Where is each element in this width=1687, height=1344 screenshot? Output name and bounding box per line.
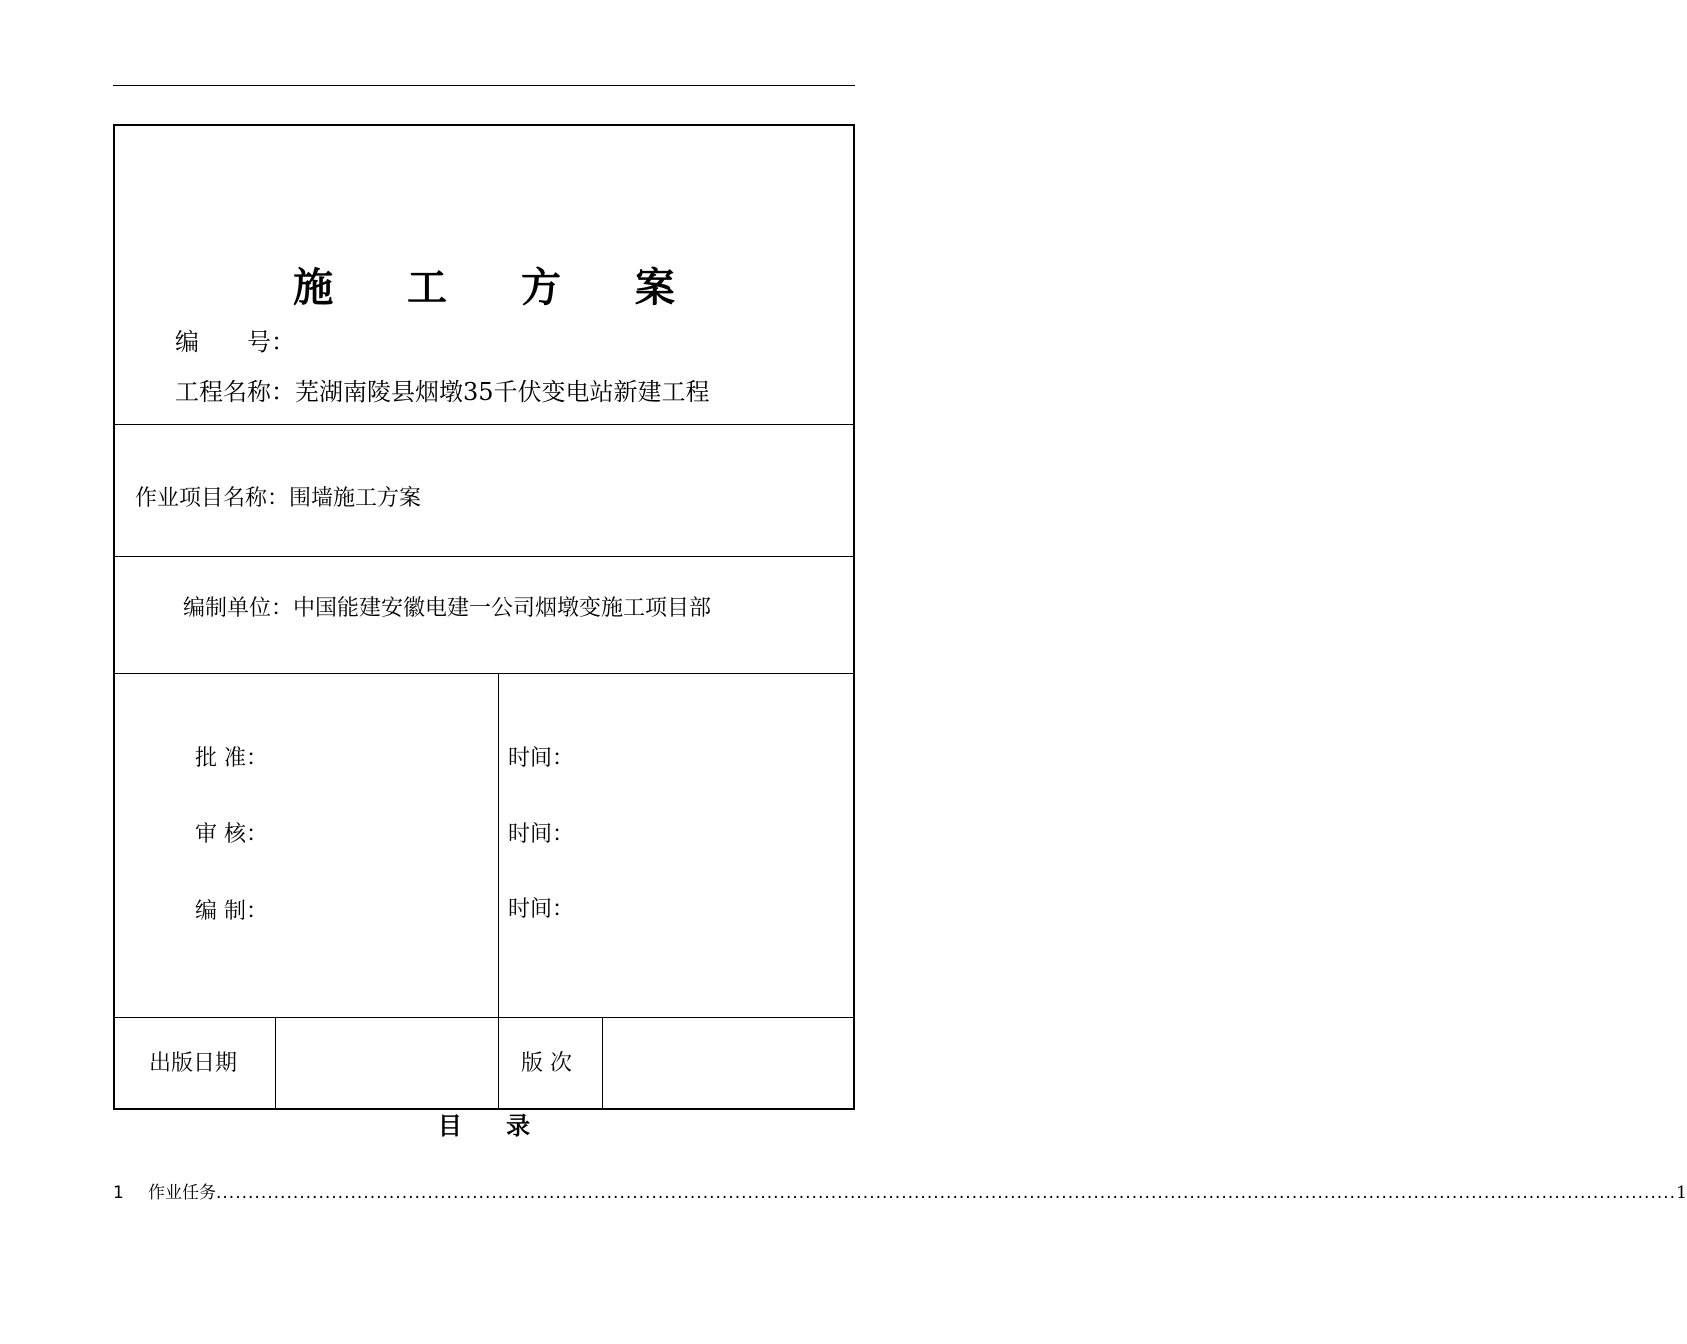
review-label: 审 核： (195, 822, 268, 847)
work-item-label: 作业项目名称：围墙施工方案 (135, 486, 422, 511)
cover-table (113, 124, 855, 1110)
compile-time-label: 时间： (508, 897, 575, 922)
toc-entry-text: 作业任务 (148, 1183, 216, 1203)
cover-title: 施 工 方 案 (293, 265, 705, 311)
toc-leader-dots: .................................................................................................................................................................................................................................... (216, 1183, 1677, 1203)
column-divider (602, 1017, 603, 1110)
row-divider (115, 1017, 853, 1018)
toc-entry-number: 1 (113, 1183, 124, 1203)
toc-title: 目 录 (437, 1112, 549, 1140)
publish-date-label: 出版日期 (149, 1051, 238, 1076)
review-time-label: 时间： (508, 822, 575, 847)
number-label: 编 号： (175, 328, 295, 356)
column-divider (498, 673, 499, 1110)
compiling-unit-label: 编制单位：中国能建安徽电建一公司烟墩变施工项目部 (183, 596, 712, 621)
version-label: 版 次 (521, 1051, 572, 1076)
project-name-label: 工程名称：芜湖南陵县烟墩35千伏变电站新建工程 (175, 378, 710, 406)
toc-entry[interactable] (113, 1178, 1687, 1203)
row-divider (115, 424, 853, 425)
toc-entry-page: 1 (1676, 1183, 1687, 1203)
approve-label: 批 准： (195, 746, 268, 771)
row-divider (115, 556, 853, 557)
compile-label: 编 制： (195, 899, 268, 924)
approve-time-label: 时间： (508, 746, 575, 771)
row-divider (115, 673, 853, 674)
column-divider (275, 1017, 276, 1110)
header-rule (113, 85, 855, 86)
